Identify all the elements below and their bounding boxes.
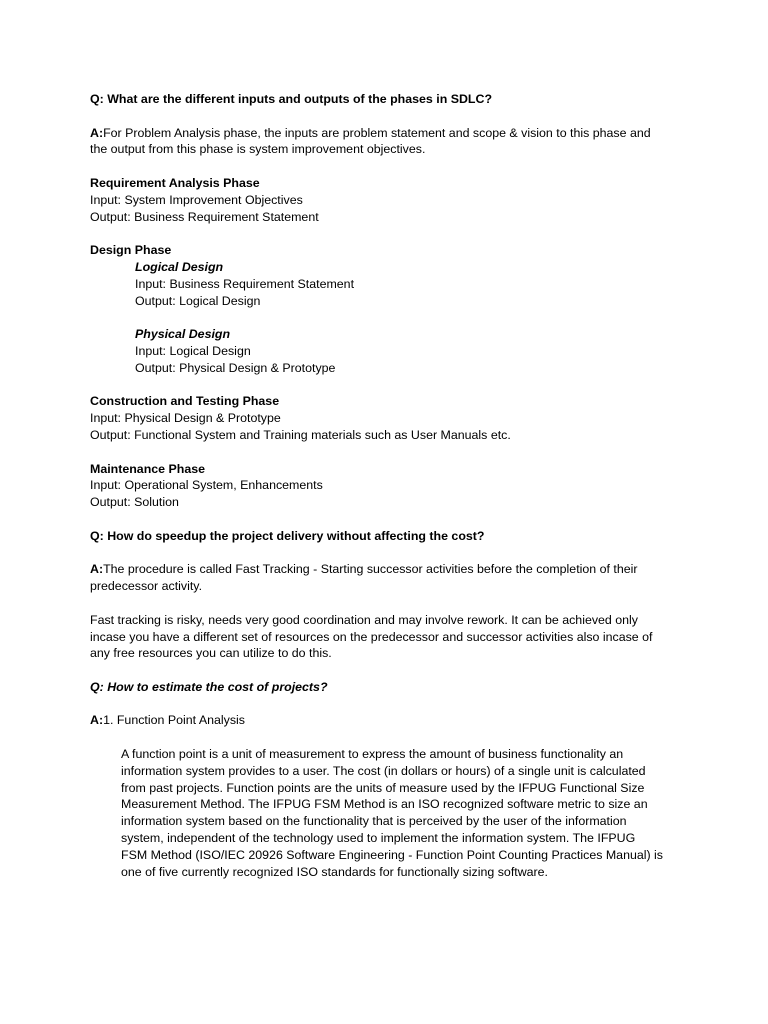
fp-line: information system provides to a user. The cost (in dollars or hours) of a single unit is calculated: [121, 763, 646, 778]
maintenance-phase-output: Output: Solution: [90, 495, 179, 510]
answer-label: A:: [90, 713, 104, 728]
function-point-paragraph: [90, 746, 668, 880]
fp-line: one of five currently recognized ISO standards for functionally sizing software.: [121, 864, 548, 879]
logical-design-input: Input: Business Requirement Statement: [135, 276, 355, 291]
construction-phase-input: Input: Physical Design & Prototype: [90, 411, 281, 426]
fp-line: information system based on the functionality that is perceived by the user of the information: [121, 814, 627, 829]
design-phase-title: Design Phase: [90, 243, 172, 258]
answer-text: 1. Function Point Analysis: [103, 713, 245, 728]
requirement-phase-output: Output: Business Requirement Statement: [90, 209, 319, 224]
fp-line: from past projects. Function points are the units of measure used by the IFPUG Functional Size: [121, 780, 645, 795]
construction-phase-output: Output: Functional System and Training materials such as User Manuals etc.: [90, 427, 511, 442]
physical-design-input: Input: Logical Design: [135, 343, 251, 358]
question-sdlc: Q: What are the different inputs and outputs of the phases in SDLC?: [90, 92, 493, 106]
answer-speedup-line1: [90, 561, 668, 578]
logical-design-output: Output: Logical Design: [135, 293, 261, 308]
answer-text: For Problem Analysis phase, the inputs are problem statement and scope & vision to this phase and: [103, 125, 651, 140]
answer-text: The procedure is called Fast Tracking - Starting successor activities before the completion of their: [103, 562, 638, 577]
maintenance-phase-input: Input: Operational System, Enhancements: [90, 478, 323, 493]
answer-speedup-line2: predecessor activity.: [90, 579, 203, 594]
fp-line: Measurement Method. The IFPUG FSM Method is an ISO recognized software metric to size an: [121, 797, 648, 812]
fp-line: FSM Method (ISO/IEC 20926 Software Engineering - Function Point Counting Practices Manual) is: [121, 847, 664, 862]
construction-phase-title: Construction and Testing Phase: [90, 394, 280, 409]
requirement-phase-title: Requirement Analysis Phase: [90, 175, 260, 190]
answer-cost-line: [90, 712, 668, 729]
fast-tracking-line3: any free resources you can utilize to do this.: [90, 646, 332, 661]
fp-line: A function point is a unit of measurement to express the amount of business functionality an: [121, 747, 624, 762]
answer-sdlc-line2: the output from this phase is system improvement objectives.: [90, 142, 426, 157]
maintenance-phase-title: Maintenance Phase: [90, 461, 206, 476]
fp-line: system, independent of the technology used to implement the information system. The IFPUG: [121, 831, 636, 846]
answer-label: A:: [90, 562, 104, 577]
fast-tracking-line1: Fast tracking is risky, needs very good coordination and may involve rework. It can be achieved only: [90, 612, 638, 627]
fast-tracking-line2: incase you have a different set of resources on the predecessor and successor activities also incase of: [90, 629, 653, 644]
question-cost: Q: How to estimate the cost of projects?: [90, 679, 328, 694]
physical-design-title: Physical Design: [135, 327, 231, 342]
logical-design-title: Logical Design: [135, 259, 224, 274]
requirement-phase-input: Input: System Improvement Objectives: [90, 192, 303, 207]
physical-design-output: Output: Physical Design & Prototype: [135, 360, 336, 375]
answer-label: A:: [90, 125, 104, 140]
answer-sdlc-line1: [90, 125, 668, 142]
question-speedup: Q: How do speedup the project delivery without affecting the cost?: [90, 528, 485, 543]
